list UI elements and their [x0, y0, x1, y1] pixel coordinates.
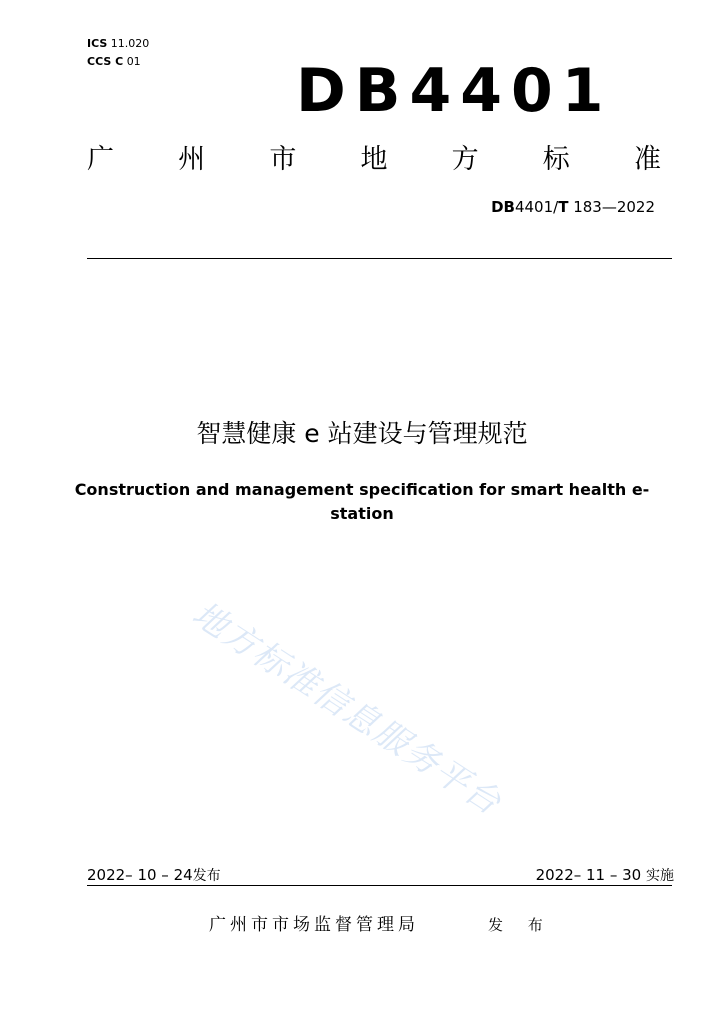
ccs-value: 01 — [126, 55, 141, 68]
std-number-prefix: DB — [491, 198, 515, 216]
ccs-label: CCS C — [87, 55, 124, 68]
header-divider — [87, 258, 672, 259]
standard-type-char: 标 — [542, 144, 570, 175]
standard-type-char: 地 — [360, 144, 388, 175]
implement-label: 实施 — [646, 868, 674, 884]
implement-date — [536, 865, 674, 886]
issuing-authority: 广州市市场监督管理局 — [209, 915, 419, 935]
standard-type-title — [87, 143, 661, 177]
ccs-code — [87, 55, 141, 69]
watermark — [182, 590, 602, 860]
issue-label: 发 布 — [488, 916, 553, 934]
std-number-mid: 4401/ — [514, 198, 559, 216]
ics-label: ICS — [87, 37, 108, 50]
publish-label: 发布 — [192, 868, 221, 884]
implement-date-value: 2022– 11 – 30 — [535, 866, 642, 884]
standard-type-char: 州 — [178, 144, 206, 175]
footer-divider — [87, 885, 672, 886]
db-code-heading: DB4401 — [296, 56, 613, 126]
standard-number — [491, 197, 655, 217]
watermark-text: 地方标准信息服务平台 — [185, 594, 509, 824]
publish-date — [87, 865, 221, 886]
publish-date-value: 2022– 10 – 24 — [87, 866, 193, 884]
standard-type-char: 市 — [269, 144, 297, 175]
document-title-english: Construction and management specification for smart health e-station — [74, 480, 650, 523]
standard-type-char: 方 — [451, 144, 479, 175]
std-number-rest: 183—2022 — [568, 198, 655, 216]
document-title-chinese: 智慧健康 e 站建设与管理规范 — [196, 419, 528, 448]
standard-type-char: 广 — [87, 144, 114, 175]
standard-type-char: 准 — [633, 144, 661, 175]
std-number-t: T — [558, 198, 569, 216]
ics-value: 11.020 — [110, 37, 150, 50]
ics-code — [87, 37, 149, 51]
